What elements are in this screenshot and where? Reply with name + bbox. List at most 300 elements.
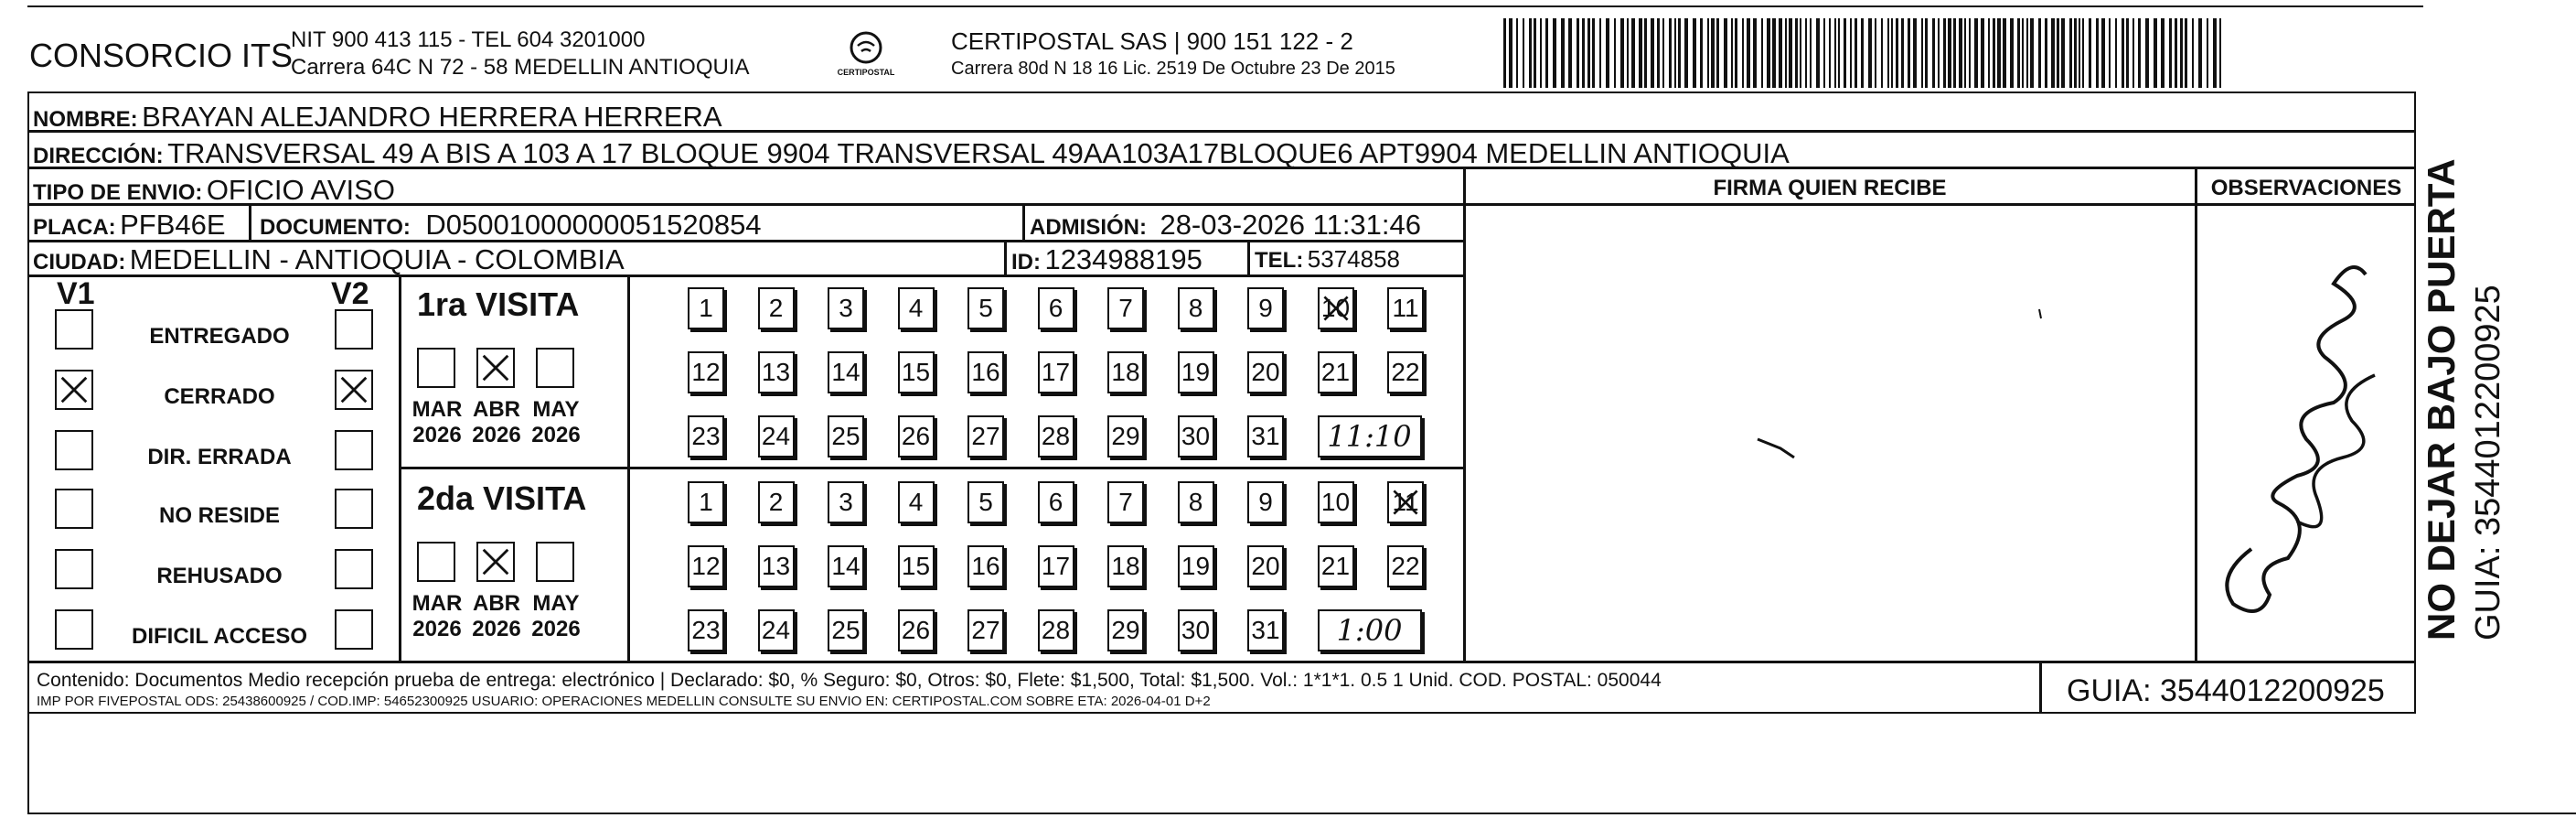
observaciones-signature [2197,220,2416,650]
day-box[interactable] [688,609,724,651]
day-box[interactable] [828,609,864,651]
day-box[interactable] [1038,545,1074,587]
day-box[interactable] [967,287,1004,329]
barcode-bar [2017,18,2020,88]
barcode-bar [2010,18,2014,88]
status-label: REHUSADO [156,564,283,588]
day-number: 18 [1111,358,1140,386]
day-number: 6 [1048,488,1064,516]
day-number: 22 [1391,358,1420,386]
v2-checkbox[interactable] [335,370,373,410]
day-box[interactable] [1038,609,1074,651]
barcode-bar [1948,18,1951,88]
day-box[interactable] [1247,609,1284,651]
barcode-bar [2132,18,2134,88]
barcode-bar [1582,18,1585,88]
barcode-bar [1767,18,1770,88]
month-checkbox[interactable] [417,348,455,388]
direccion-label: DIRECCIÓN: [33,144,164,168]
month-year: 2026 [531,423,581,447]
day-number: 7 [1118,294,1133,322]
day-box[interactable] [1247,545,1284,587]
day-box[interactable] [898,287,935,329]
day-box[interactable] [828,415,864,457]
barcode-bar [1779,18,1782,88]
left-edge [27,714,29,814]
day-box[interactable] [758,609,795,651]
barcode-bar [1850,18,1852,88]
barcode-bar [1561,18,1565,88]
no-dejar-text: NO DEJAR BAJO PUERTA [2420,158,2463,640]
day-box[interactable] [1387,481,1424,523]
month-checkbox[interactable] [476,348,515,388]
placa-value: PFB46E [120,209,226,241]
day-box[interactable] [758,351,795,393]
day-box[interactable] [1178,481,1214,523]
barcode-bar [1855,18,1857,88]
barcode-bar [2138,18,2141,88]
barcode-bar [1742,18,1744,88]
month-year: 2026 [412,617,462,641]
barcode-bar [2145,18,2149,88]
barcode-bar [1844,18,1846,88]
day-number: 4 [908,294,924,322]
barcode-bar [1868,18,1872,88]
day-number: 1 [699,294,713,322]
day-box[interactable] [1247,351,1284,393]
day-number: 17 [1041,552,1071,580]
day-number: 6 [1048,294,1064,322]
day-box[interactable] [1178,287,1214,329]
v1-checkbox[interactable] [55,549,93,589]
footer-guia: GUIA: 3544012200925 [2067,673,2385,708]
id-row [1011,243,1202,276]
barcode-bar [1614,18,1616,88]
barcode-bar [1785,18,1787,88]
col-line [1247,240,1250,274]
company-nit: NIT 900 413 115 - TEL 604 3201000 [291,27,646,52]
month-checkbox[interactable] [536,348,574,388]
barcode-bar [1639,18,1642,88]
day-number: 27 [971,616,1000,644]
day-number: 10 [1320,488,1351,516]
day-number: 22 [1391,552,1420,580]
day-number: 15 [901,358,931,386]
footer-contenido: Contenido: Documentos Medio recepción prueba de entrega: electrónico | Declarado: $0, % Seguro: $0, Otros: $0, Flete: $1,500, Total: $1,500. Vol.: 1*1*1. 0.5 1 Unid. COD. POSTAL: 050044 [37,670,1662,691]
barcode-bar [1503,18,1506,88]
day-number: 25 [831,422,860,450]
check-mark-icon [337,371,371,408]
month-year: 2026 [472,617,521,641]
day-number: 4 [908,488,924,516]
day-box[interactable] [828,351,864,393]
day-box[interactable] [1318,481,1354,523]
barcode-bar [1674,18,1676,88]
month-name: MAY [532,591,580,616]
day-number: 8 [1188,294,1203,322]
row-line [1465,203,2195,206]
day-box[interactable] [1107,287,1144,329]
day-number: 12 [691,358,721,386]
day-box[interactable] [1107,481,1144,523]
barcode-bar [2089,18,2091,88]
col-line [1022,203,1025,240]
month-year: 2026 [531,617,581,641]
tel-label: TEL: [1255,248,1304,273]
barcode-bar [1669,18,1672,88]
documento-value: D05001000000051520854 [425,209,762,241]
barcode-bar [1620,18,1624,88]
barcode-bar [2219,18,2221,88]
barcode-bar [2096,18,2099,88]
barcode-bar [1816,18,1820,88]
day-box[interactable] [1387,287,1424,329]
day-box[interactable] [967,415,1004,457]
barcode-bar [1959,18,1962,88]
barcode-bar [2115,18,2117,88]
day-number: 30 [1181,616,1211,644]
side-guia-text: GUIA: 3544012200925 [2469,285,2507,640]
barcode-bar [1829,18,1831,88]
documento-row [260,209,762,242]
day-box[interactable] [1107,351,1144,393]
barcode-bar [1724,18,1727,88]
day-number: 13 [761,358,791,386]
day-box[interactable] [1178,609,1214,651]
day-box[interactable] [758,481,795,523]
barcode-bar [1938,18,1940,88]
day-number: 29 [1111,422,1140,450]
barcode-bar [1523,18,1524,88]
barcode-bar [1964,18,1966,88]
barcode-bar [2122,18,2124,88]
day-box[interactable] [1318,287,1354,329]
barcode-bar [2079,18,2080,88]
day-number: 9 [1258,488,1273,516]
month-year: 2026 [412,423,462,447]
month-name: MAY [532,397,580,422]
ciudad-row [33,243,625,276]
day-box[interactable] [758,415,795,457]
month-checkbox[interactable] [536,542,574,582]
v1-checkbox[interactable] [55,609,93,650]
day-box[interactable] [1318,545,1354,587]
day-box[interactable] [688,415,724,457]
day-number: 23 [691,616,721,644]
day-number: 12 [691,552,721,580]
day-number: 16 [971,358,1000,386]
day-box[interactable] [688,351,724,393]
tel-value: 5374858 [1307,245,1401,273]
day-box[interactable] [1038,481,1074,523]
month-checkbox[interactable] [417,542,455,582]
day-box[interactable] [967,481,1004,523]
barcode-bar [2022,18,2024,88]
barcode-bar [1974,18,1978,88]
barcode-bar [1678,18,1681,88]
barcode-bar [1925,18,1928,88]
barcode-bar [1747,18,1750,88]
barcode-bar [1516,18,1518,88]
barcode-bar [1997,18,2001,88]
observaciones-header: OBSERVACIONES [2210,176,2402,200]
barcode-bar [1823,18,1825,88]
visit-title: 1ra VISITA [417,285,580,323]
barcode-bar [1908,18,1910,88]
v2-checkbox[interactable] [335,489,373,529]
day-box[interactable] [688,287,724,329]
day-number: 31 [1251,422,1280,450]
v1-checkbox[interactable] [55,370,93,410]
day-number: 5 [978,488,993,516]
day-number: 21 [1320,552,1351,580]
id-label: ID: [1011,250,1041,274]
day-number: 13 [761,552,791,580]
status-label: DIR. ERRADA [147,445,292,469]
day-box[interactable] [1387,545,1424,587]
day-box[interactable] [688,481,724,523]
day-number: 24 [761,616,791,644]
barcode-bar [1753,18,1757,88]
day-box[interactable] [1178,351,1214,393]
day-number: 24 [761,422,791,450]
day-number: 28 [1041,616,1071,644]
day-number: 14 [831,358,860,386]
day-box[interactable] [1387,351,1424,393]
day-box[interactable] [898,481,935,523]
id-value: 1234988195 [1044,243,1202,275]
day-number: 11 [1392,294,1419,322]
col-line [1004,240,1007,274]
day-box[interactable] [758,287,795,329]
barcode-bar [1891,18,1893,88]
barcode-bar [1587,18,1590,88]
barcode-bar [1592,18,1595,88]
day-box[interactable] [828,481,864,523]
col-line [2039,661,2042,714]
company-address: Carrera 64C N 72 - 58 MEDELLIN ANTIOQUIA [291,55,750,80]
barcode-bar [1805,18,1807,88]
month-year: 2026 [472,423,521,447]
ciudad-value: MEDELLIN - ANTIOQUIA - COLOMBIA [129,243,625,275]
day-number: 17 [1041,358,1071,386]
day-box[interactable] [898,545,935,587]
month-name: ABR [473,397,520,422]
day-box[interactable] [1247,415,1284,457]
handwritten-time: 1:00 [1318,609,1422,651]
day-number: 27 [971,422,1000,450]
day-box[interactable] [828,545,864,587]
barcode-bar [2180,18,2183,88]
day-number: 26 [901,422,931,450]
check-mark-icon [478,350,513,386]
day-box[interactable] [1107,415,1144,457]
day-number: 8 [1188,488,1203,516]
day-box[interactable] [1178,545,1214,587]
barcode-bar [1896,18,1898,88]
bottom-rule [27,813,2576,814]
day-number: 3 [839,294,853,322]
day-box[interactable] [967,545,1004,587]
barcode-bar [1943,18,1946,88]
barcode-bar [2061,18,2065,88]
barcode-bar [1509,18,1512,88]
barcode-bar [1921,18,1923,88]
v2-checkbox[interactable] [335,609,373,650]
day-number: 1 [699,488,713,516]
day-number: 18 [1111,552,1140,580]
v2-header: V2 [331,276,369,311]
day-box[interactable] [828,287,864,329]
barcode-bar [2198,18,2202,88]
day-box[interactable] [1038,415,1074,457]
barcode-bar [2069,18,2072,88]
barcode-bar [1861,18,1864,88]
day-box[interactable] [1318,351,1354,393]
barcode-bar [2154,18,2157,88]
day-box[interactable] [898,609,935,651]
col-line [249,203,251,240]
day-box[interactable] [688,545,724,587]
day-box[interactable] [1247,287,1284,329]
barcode-bar [1810,18,1812,88]
barcode-bar [2185,18,2187,88]
barcode-bar [1772,18,1776,88]
direccion-row [33,137,1790,170]
admision-value: 28-03-2026 11:31:46 [1160,209,1422,241]
row-line [27,661,2416,663]
v2-checkbox[interactable] [335,309,373,350]
day-number: 5 [978,294,993,322]
v1-checkbox[interactable] [55,489,93,529]
day-box[interactable] [898,415,935,457]
barcode-bar [2126,18,2129,88]
barcode-bar [1545,18,1548,88]
day-box[interactable] [1178,415,1214,457]
day-number: 20 [1251,552,1280,580]
day-box[interactable] [1247,481,1284,523]
barcode-bar [2101,18,2105,88]
barcode-bar [1700,18,1703,88]
barcode-bar [1800,18,1801,88]
day-number: 14 [831,552,860,580]
barcode-bar [2026,18,2028,88]
barcode-bar [2057,18,2059,88]
day-number: 2 [768,488,784,516]
status-label: CERRADO [164,384,275,409]
barcode-bar [1662,18,1664,88]
day-number: 28 [1041,422,1071,450]
v1-checkbox[interactable] [55,430,93,470]
tel-row [1255,245,1400,274]
day-number: 15 [901,552,931,580]
barcode-bar [2038,18,2041,88]
status-label: NO RESIDE [158,503,281,528]
day-number: 16 [971,552,1000,580]
ciudad-label: CIUDAD: [33,250,126,274]
status-label: DIFICIL ACCESO [131,624,307,649]
day-box[interactable] [1107,609,1144,651]
barcode-bar [1631,18,1635,88]
certipostal-logo [834,27,898,82]
barcode-bar [1553,18,1556,88]
barcode-bar [1953,18,1956,88]
month-name: MAR [412,397,463,422]
month-name: ABR [473,591,520,616]
check-mark-icon [1389,483,1422,522]
footer-imp: IMP POR FIVEPOSTAL ODS: 25438600925 / COD.IMP: 54652300925 USUARIO: OPERACIONES MEDELLIN CONSULTE SU ENVIO EN: CERTIPOSTAL.COM SOBRE ETA: 2026-04-01 D+2 [37,694,1211,709]
day-box[interactable] [1038,287,1074,329]
v2-checkbox[interactable] [335,430,373,470]
barcode-bar [1761,18,1763,88]
barcode-bar [1731,18,1733,88]
barcode-bar [1534,18,1536,88]
barcode-bar [1599,18,1601,88]
barcode-bar [2030,18,2034,88]
barcode-bar [2051,18,2055,88]
barcode-bar [1651,18,1654,88]
day-number: 31 [1251,616,1280,644]
check-mark-icon [1320,289,1352,328]
barcode-bar [1716,18,1719,88]
barcode-bar [1981,18,1984,88]
placa-row [33,209,226,242]
day-number: 19 [1181,358,1211,386]
barcode-bar [1707,18,1709,88]
barcode-bar [1644,18,1647,88]
barcode-bar [1881,18,1883,88]
day-box[interactable] [1107,545,1144,587]
barcode-bar [2074,18,2077,88]
day-number: 11 [1392,488,1419,516]
day-box[interactable] [1038,351,1074,393]
day-box[interactable] [967,609,1004,651]
barcode-bar [1657,18,1660,88]
barcode-bar [1789,18,1792,88]
day-number: 30 [1181,422,1211,450]
barcode-bar [2213,18,2217,88]
day-number: 19 [1181,552,1211,580]
barcode-bar [1913,18,1917,88]
documento-label: DOCUMENTO: [260,215,411,240]
day-box[interactable] [758,545,795,587]
barcode-bar [1568,18,1572,88]
day-box[interactable] [898,351,935,393]
day-number: 23 [691,422,721,450]
top-rule [27,5,2423,7]
tipo-label: TIPO DE ENVIO: [33,180,203,205]
nombre-value: BRAYAN ALEJANDRO HERRERA HERRERA [142,101,722,133]
day-number: 21 [1320,358,1351,386]
barcode [1500,18,2231,90]
barcode-bar [2109,18,2111,88]
barcode-bar [1606,18,1609,88]
carrier-name: CERTIPOSTAL SAS | 900 151 122 - 2 [951,27,1353,55]
day-box[interactable] [967,351,1004,393]
barcode-bar [1932,18,1935,88]
handwritten-time: 11:10 [1318,415,1422,457]
barcode-bar [1693,18,1696,88]
firma-area [1465,274,2195,659]
barcode-bar [1529,18,1532,88]
v2-checkbox[interactable] [335,549,373,589]
month-checkbox[interactable] [476,542,515,582]
v1-checkbox[interactable] [55,309,93,350]
day-number: 2 [768,294,784,322]
nombre-row [33,101,722,134]
day-number: 9 [1258,294,1273,322]
tipo-row [33,174,395,207]
